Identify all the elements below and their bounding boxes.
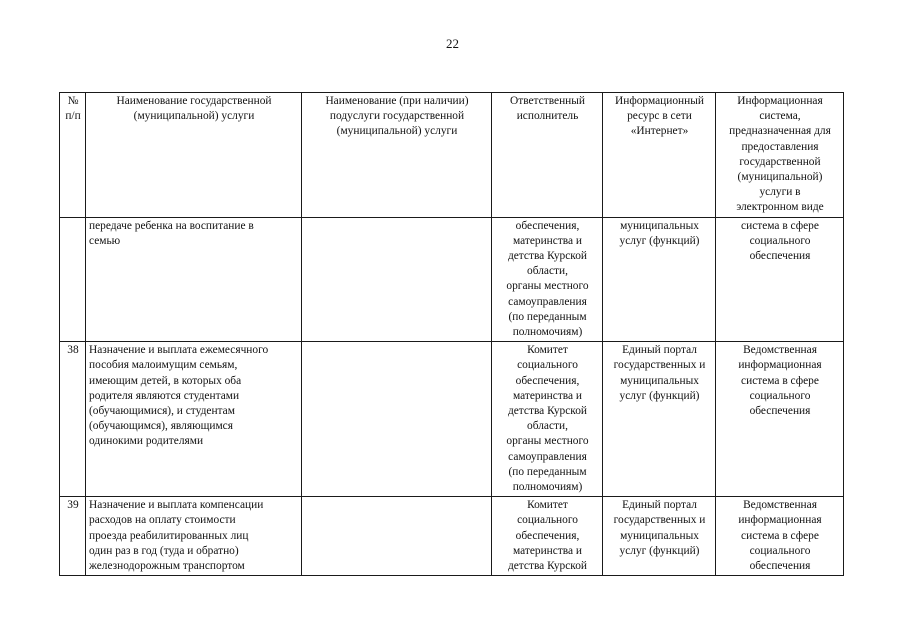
table-row bbox=[60, 497, 844, 576]
subservice-cell bbox=[302, 217, 492, 342]
row-number: 38 bbox=[60, 342, 86, 497]
service-name-cell: передаче ребенка на воспитание в семью bbox=[86, 217, 302, 342]
internet-resource-cell: Единый портал государственных и муниципальных услуг (функций) bbox=[603, 342, 716, 497]
internet-resource-cell: муниципальных услуг (функций) bbox=[603, 217, 716, 342]
header-service-name: Наименование государственной (муниципальной) услуги bbox=[86, 93, 302, 218]
header-number: № п/п bbox=[60, 93, 86, 218]
information-system-cell: система в сфере социального обеспечения bbox=[716, 217, 844, 342]
row-number bbox=[60, 217, 86, 342]
information-system-cell: Ведомственная информационная система в сфере социального обеспечения bbox=[716, 497, 844, 576]
service-name-cell: Назначение и выплата компенсации расходов на оплату стоимости проезда реабилитированных лиц один раз в год (туда и обратно) железнодорожным транспортом bbox=[86, 497, 302, 576]
table-row bbox=[60, 217, 844, 342]
executor-cell: обеспечения, материнства и детства Курской области, органы местного самоуправления (по переданным полномочиям) bbox=[492, 217, 603, 342]
executor-cell: Комитет социального обеспечения, материнства и детства Курской области, органы местного самоуправления (по переданным полномочиям) bbox=[492, 342, 603, 497]
page-number: 22 bbox=[446, 36, 459, 51]
header-subservice-name: Наименование (при наличии) подуслуги государственной (муниципальной) услуги bbox=[302, 93, 492, 218]
service-name-cell: Назначение и выплата ежемесячного пособия малоимущим семьям, имеющим детей, в которых оба родителя являются студентами (обучающимися), и студентам (обучающимся), являющимся одинокими родителями bbox=[86, 342, 302, 497]
subservice-cell bbox=[302, 497, 492, 576]
row-number: 39 bbox=[60, 497, 86, 576]
header-information-system: Информационная система, предназначенная для предоставления государственной (муниципальной) услуги в электронном виде bbox=[716, 93, 844, 218]
table-row bbox=[60, 342, 844, 497]
services-table bbox=[59, 92, 844, 576]
header-executor: Ответственный исполнитель bbox=[492, 93, 603, 218]
header-internet-resource: Информационный ресурс в сети «Интернет» bbox=[603, 93, 716, 218]
executor-cell: Комитет социального обеспечения, материнства и детства Курской bbox=[492, 497, 603, 576]
table-header-row bbox=[60, 93, 844, 218]
internet-resource-cell: Единый портал государственных и муниципальных услуг (функций) bbox=[603, 497, 716, 576]
information-system-cell: Ведомственная информационная система в сфере социального обеспечения bbox=[716, 342, 844, 497]
subservice-cell bbox=[302, 342, 492, 497]
